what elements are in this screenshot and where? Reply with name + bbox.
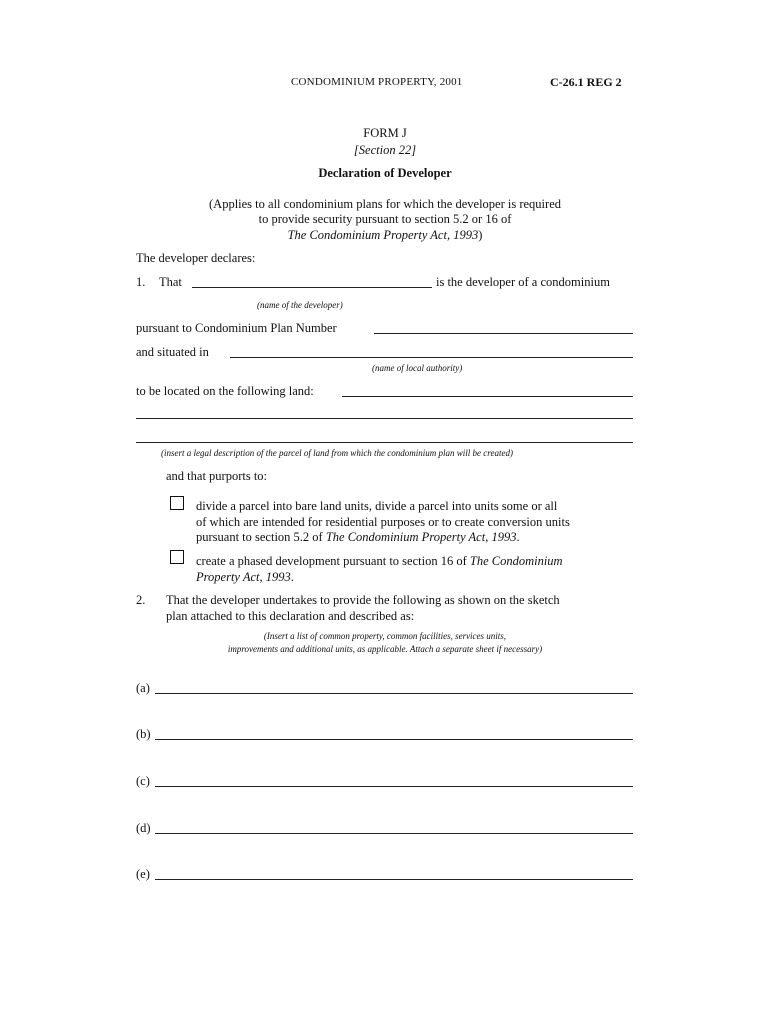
plan-number-label: pursuant to Condominium Plan Number bbox=[136, 321, 337, 335]
option-2-text bbox=[196, 554, 563, 585]
applies-act: The Condominium Property Act, 1993 bbox=[287, 228, 479, 242]
entry-label: (a) bbox=[136, 681, 150, 695]
option-2-suffix: . bbox=[290, 569, 294, 584]
item-2-caption-1: (Insert a list of common property, common facilities, services units, bbox=[263, 631, 507, 641]
entry-field[interactable] bbox=[155, 879, 633, 880]
applies-line-2: to provide security pursuant to section 5.2 or 16 of bbox=[258, 212, 512, 226]
applies-close: ) bbox=[478, 228, 483, 242]
option-1-text bbox=[196, 499, 570, 546]
entry-field[interactable] bbox=[155, 693, 633, 694]
option-1-act: The Condominium Property Act, 1993 bbox=[325, 530, 517, 544]
land-field-line-2[interactable] bbox=[136, 418, 633, 419]
entry-label: (e) bbox=[136, 867, 150, 881]
entry-label: (c) bbox=[136, 774, 150, 788]
item-1-that: That bbox=[159, 275, 182, 289]
option-2-line-1-prefix: create a phased development pursuant to section 16 of bbox=[196, 554, 470, 568]
option-2-line-1 bbox=[196, 554, 563, 570]
option-1-line-1: divide a parcel into bare land units, divide a parcel into units some or all bbox=[196, 499, 558, 513]
form-section: [Section 22] bbox=[353, 143, 417, 157]
option-2-act-1: The Condominium bbox=[469, 554, 563, 568]
local-authority-caption: (name of local authority) bbox=[372, 363, 463, 373]
option-1-line-3-prefix: pursuant to section 5.2 of bbox=[196, 530, 326, 544]
running-header-title: CONDOMINIUM PROPERTY, 2001 bbox=[291, 76, 463, 88]
item-2-line-1: That the developer undertakes to provide the following as shown on the sketch bbox=[166, 593, 560, 607]
running-header-code: C-26.1 REG 2 bbox=[550, 75, 622, 89]
form-name: FORM J bbox=[363, 126, 407, 140]
item-2-line-2: plan attached to this declaration and described as: bbox=[166, 608, 415, 623]
plan-number-field[interactable] bbox=[374, 333, 633, 334]
purports-text: and that purports to: bbox=[166, 469, 268, 483]
land-caption: (insert a legal description of the parcel of land from which the condominium plan will be created) bbox=[161, 448, 513, 458]
land-field-line-1[interactable] bbox=[342, 396, 633, 397]
applies-line-3 bbox=[0, 228, 770, 243]
entry-field[interactable] bbox=[155, 739, 633, 740]
option-2-line-2 bbox=[196, 570, 563, 586]
item-2-caption-2: improvements and additional units, as applicable. Attach a separate sheet if necessary) bbox=[227, 644, 543, 654]
developer-caption: (name of the developer) bbox=[257, 300, 343, 310]
item-1-number: 1. bbox=[136, 275, 146, 289]
option-1-line-3 bbox=[196, 530, 570, 546]
entry-label: (b) bbox=[136, 727, 151, 741]
developer-name-field[interactable] bbox=[192, 287, 432, 288]
declares-text: The developer declares: bbox=[136, 251, 256, 265]
land-field-line-3[interactable] bbox=[136, 442, 633, 443]
entry-field[interactable] bbox=[155, 786, 633, 787]
entry-label: (d) bbox=[136, 821, 151, 835]
option-1-checkbox[interactable] bbox=[170, 496, 184, 510]
item-1-tail: is the developer of a condominium bbox=[436, 275, 610, 289]
option-2-checkbox[interactable] bbox=[170, 550, 184, 564]
local-authority-field[interactable] bbox=[230, 357, 633, 358]
item-2-number: 2. bbox=[136, 593, 146, 607]
option-2-act-2: Property Act, 1993 bbox=[196, 569, 291, 584]
option-1-suffix: . bbox=[516, 530, 520, 544]
item-2-text bbox=[166, 593, 560, 624]
option-1-line-2: of which are intended for residential purposes or to create conversion units bbox=[196, 514, 570, 529]
applies-line-1: (Applies to all condominium plans for which the developer is required bbox=[209, 197, 561, 211]
situated-label: and situated in bbox=[136, 345, 209, 359]
form-heading: Declaration of Developer bbox=[318, 166, 452, 180]
entry-field[interactable] bbox=[155, 833, 633, 834]
land-label: to be located on the following land: bbox=[136, 384, 314, 398]
